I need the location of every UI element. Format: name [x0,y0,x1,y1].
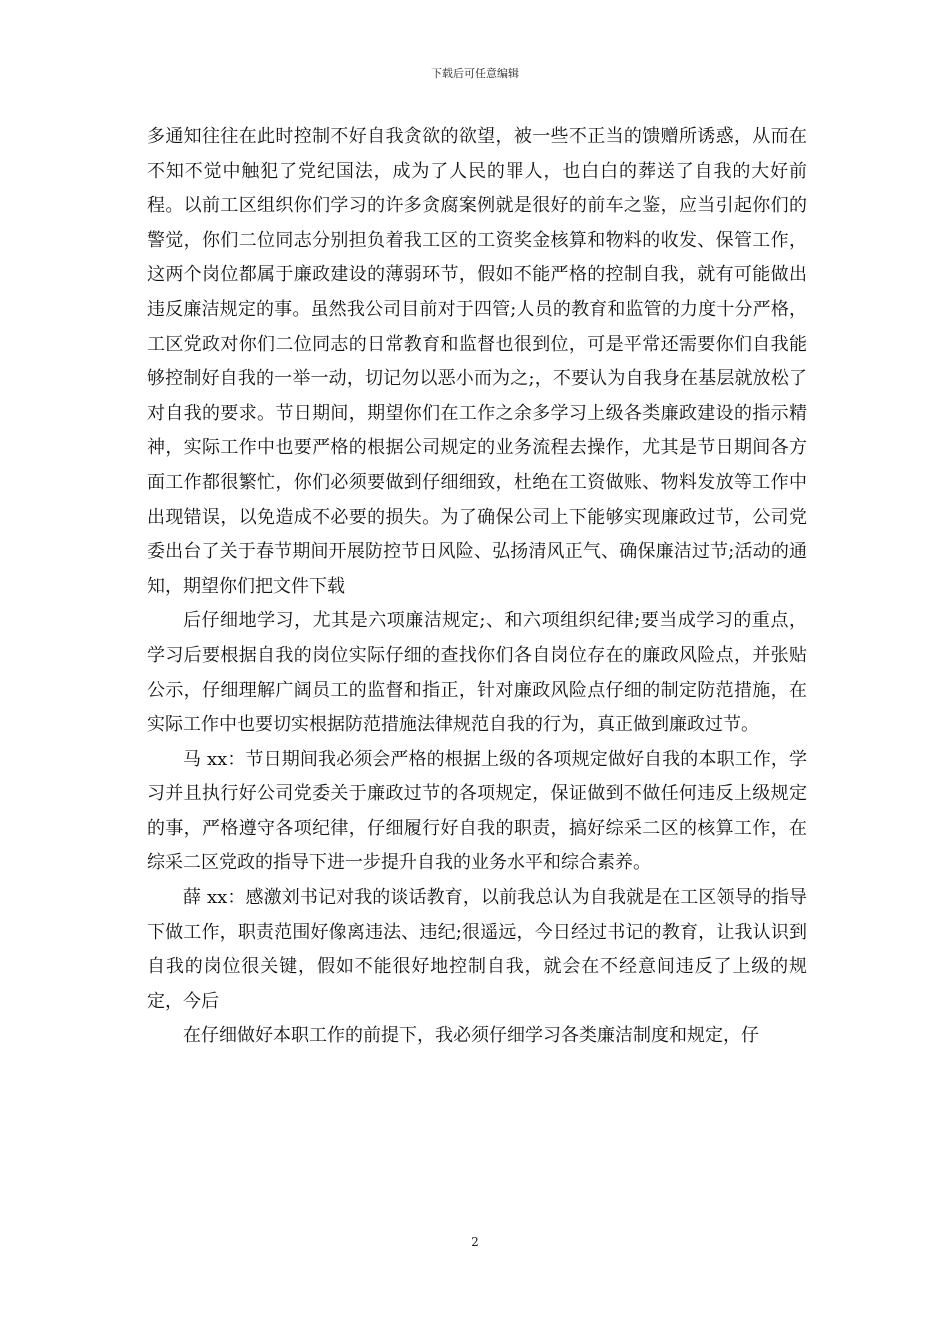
page-header: 下载后可任意编辑 [431,67,519,80]
paragraph-2: 后仔细地学习，尤其是六项廉洁规定;、和六项组织纪律;要当成学习的重点，学习后要根据自我的岗位实际仔细的查找你们各自岗位存在的廉政风险点，并张贴公示，仔细理解广阔员工的监督和指正，针对廉政风险点仔细的制定防范措施，在实际工作中也要切实根据防范措施法律规范自我的行为，真正做到廉政过节。 [147,610,807,736]
paragraph-4: 薛 xx：感激刘书记对我的谈话教育，以前我总认为自我就是在工区领导的指导下做工作，职责范围好像离违法、违纪;很遥远，今日经过书记的教育，让我认识到自我的岗位很关键，假如不能很好地控制自我，就会在不经意间违反了上级的规定，今后 [147,887,807,1012]
paragraph-5: 在仔细做好本职工作的前提下，我必须仔细学习各类廉洁制度和规定，仔 [183,1025,759,1047]
document-body [147,120,807,1054]
paragraph-3: 马 xx：节日期间我必须会严格的根据上级的各项规定做好自我的本职工作，学习并且执行好公司党委关于廉政过节的各项规定，保证做到不做任何违反上级规定的事，严格遵守各项纪律，仔细履行好自我的职责，搞好综采二区的核算工作，在综采二区党政的指导下进一步提升自我的业务水平和综合素养。 [147,748,807,874]
paragraph-1: 多通知往往在此时控制不好自我贪欲的欲望，被一些不正当的馈赠所诱惑，从而在不知不觉中触犯了党纪国法，成为了人民的罪人，也白白的葬送了自我的大好前程。以前工区组织你们学习的许多贪腐案例就是很好的前车之鉴，应当引起你们的警觉，你们二位同志分别担负着我工区的工资奖金核算和物料的收发、保管工作，这两个岗位都属于廉政建设的薄弱环节，假如不能严格的控制自我，就有可能做出违反廉洁规定的事。虽然我公司目前对于四管;人员的教育和监管的力度十分严格，工区党政对你们二位同志的日常教育和监督也很到位，可是平常还需要你们自我能够控制好自我的一举一动，切记勿以恶小而为之;，不要认为自我身在基层就放松了对自我的要求。节日期间，期望你们在工作之余多学习上级各类廉政建设的指示精神，实际工作中也要严格的根据公司规定的业务流程去操作，尤其是节日期间各方面工作都很繁忙，你们必须要做到仔细细致，杜绝在工资做账、物料发放等工作中出现错误，以免造成不必要的损失。为了确保公司上下能够实现廉政过节，公司党委出台了关于春节期间开展防控节日风险、弘扬清风正气、确保廉洁过节;活动的通知，期望你们把文件下载 [147,126,807,597]
page-number: 2 [471,1235,479,1249]
